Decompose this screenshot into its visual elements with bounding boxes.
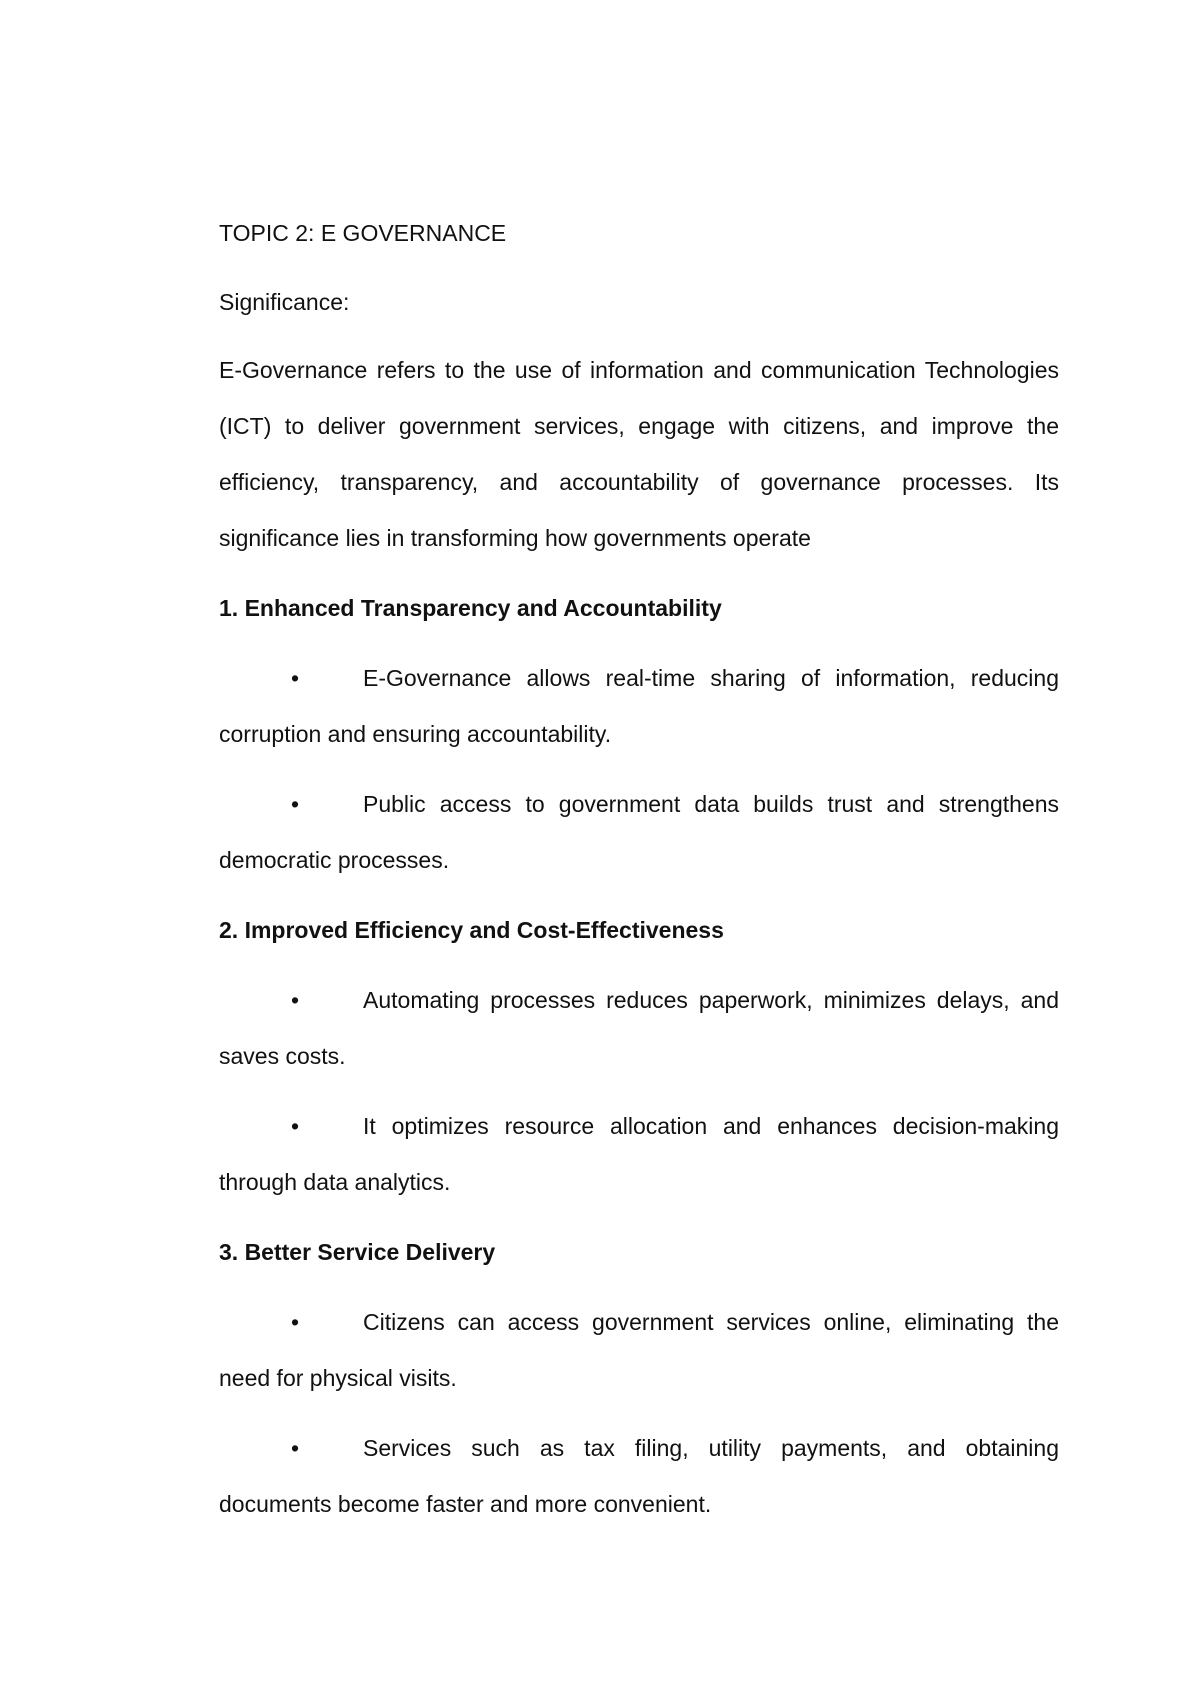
list-item: [219, 1294, 1059, 1406]
list-item: [219, 972, 1059, 1084]
page-title: TOPIC 2: E GOVERNANCE: [219, 220, 507, 246]
section-heading: 1. Enhanced Transparency and Accountability: [219, 595, 722, 621]
section-2: [219, 902, 1059, 1210]
bullet-icon: •: [291, 1435, 300, 1461]
section-heading: 3. Better Service Delivery: [219, 1239, 496, 1265]
intro-paragraph: E-Governance refers to the use of information and communication Technologies (ICT) to deliver government services, engage with citizens, and improve the efficiency, transparency, and accountability of governance processes. Its significance lies in transforming how governments operate: [219, 357, 1059, 551]
list-item-text: Public access to government data builds trust and strengthens democratic processes.: [219, 791, 1059, 873]
significance-label: Significance:: [219, 289, 350, 315]
bullet-icon: •: [291, 1113, 300, 1139]
list-item-text: It optimizes resource allocation and enhances decision-making through data analytics.: [219, 1113, 1059, 1195]
list-item-text: Automating processes reduces paperwork, minimizes delays, and saves costs.: [219, 987, 1059, 1069]
list-item-text: E-Governance allows real-time sharing of information, reducing corruption and ensuring accountability.: [219, 665, 1059, 747]
list-item-text: Citizens can access government services online, eliminating the need for physical visits.: [219, 1309, 1059, 1391]
bullet-icon: •: [291, 791, 300, 817]
list-item: [219, 1420, 1059, 1532]
list-item: [219, 650, 1059, 762]
list-item-text: Services such as tax filing, utility payments, and obtaining documents become faster and more convenient.: [219, 1435, 1059, 1517]
bullet-icon: •: [291, 665, 300, 691]
section-heading: 2. Improved Efficiency and Cost-Effectiveness: [219, 917, 724, 943]
bullet-icon: •: [291, 987, 300, 1013]
document-body: [219, 218, 1059, 1532]
list-item: [219, 776, 1059, 888]
section-1: [219, 580, 1059, 888]
bullet-icon: •: [291, 1309, 300, 1335]
list-item: [219, 1098, 1059, 1210]
section-3: [219, 1224, 1059, 1532]
